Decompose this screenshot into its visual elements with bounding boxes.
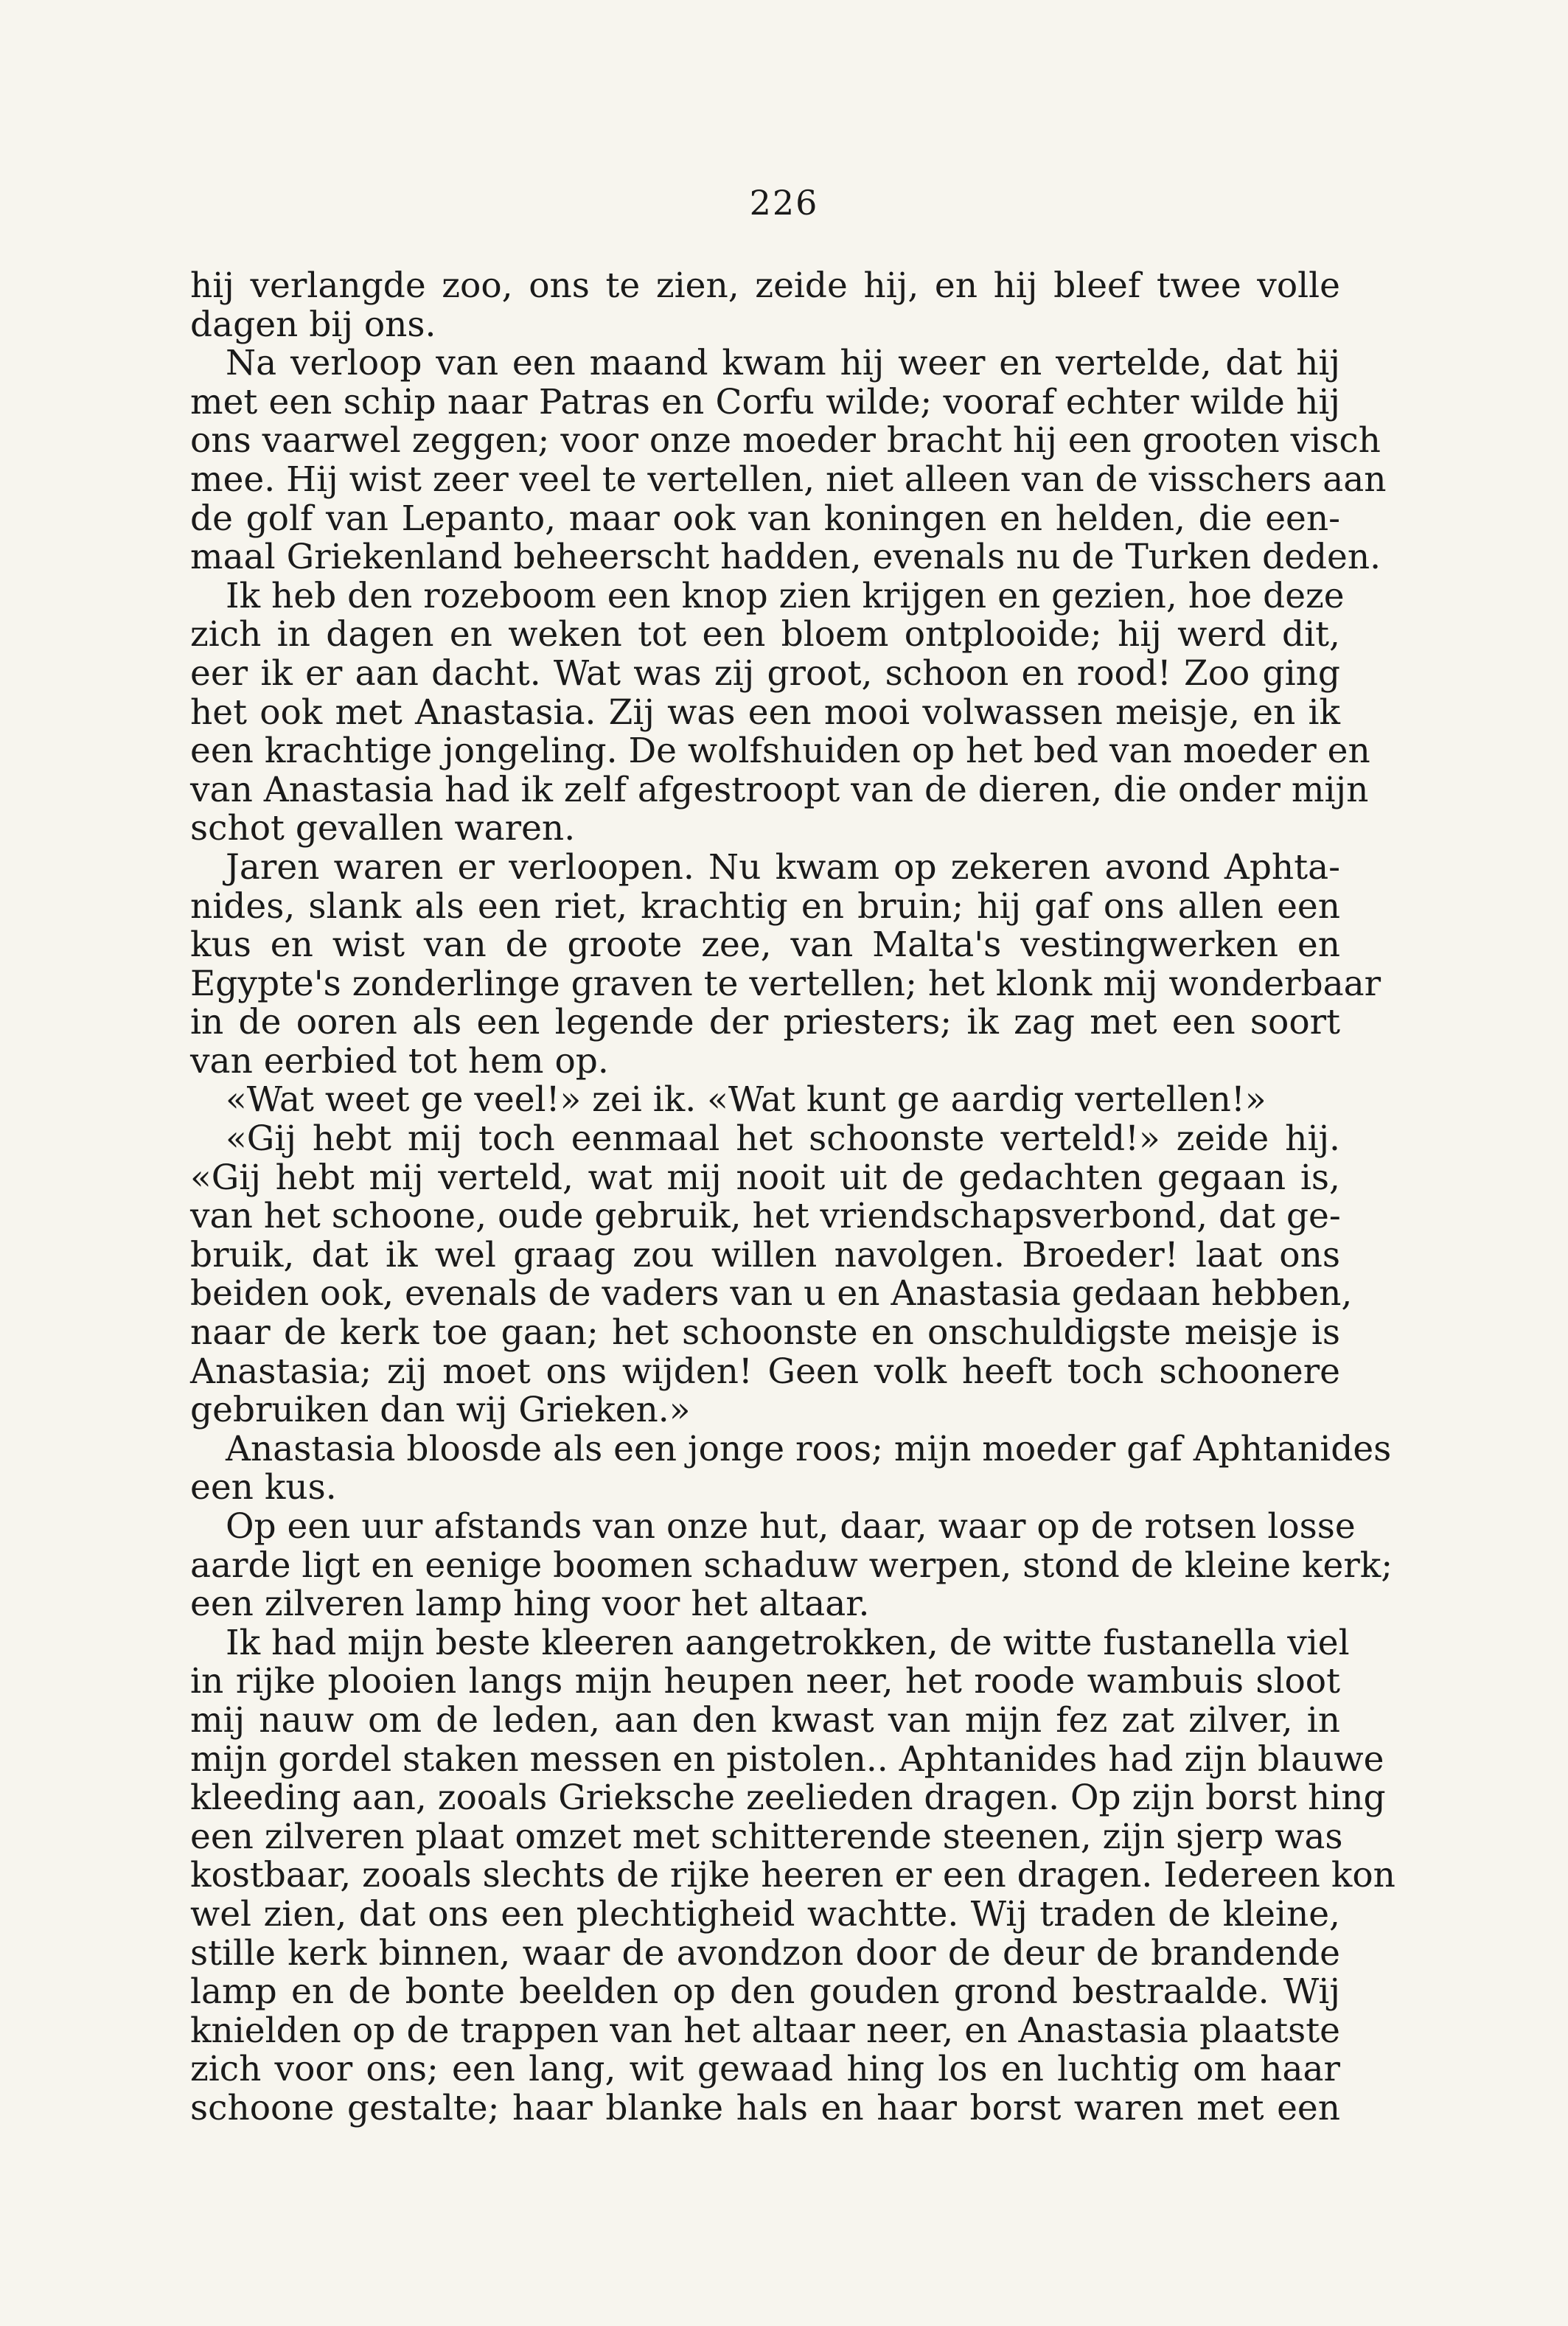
text-line: bruik, dat ik wel graag zou willen navolgen. Broeder! laat ons <box>190 1234 1340 1275</box>
text-line: van het schoone, oude gebruik, het vriendschapsverbond, dat ge- <box>190 1196 1341 1237</box>
text-line: zich voor ons; een lang, wit gewaad hing los en luchtig om haar <box>190 2049 1340 2090</box>
text-line: Na verloop van een maand kwam hij weer en vertelde, dat hij <box>226 343 1340 384</box>
text-line: Ik heb den rozeboom een knop zien krijgen en gezien, hoe deze <box>226 575 1345 616</box>
text-line: Egypte's zonderlinge graven te vertellen; het klonk mij wonderbaar <box>190 963 1381 1004</box>
text-line: Anastasia; zij moet ons wijden! Geen volk heeft toch schoonere <box>190 1351 1340 1392</box>
text-line: wel zien, dat ons een plechtigheid wachtte. Wij traden de kleine, <box>190 1893 1340 1935</box>
text-line: mijn gordel staken messen en pistolen.. Aphtanides had zijn blauwe <box>190 1738 1384 1780</box>
text-line: «Gij hebt mij verteld, wat mij nooit uit de gedachten gegaan is, <box>190 1157 1340 1198</box>
text-line: een kus. <box>190 1467 337 1508</box>
text-line: lamp en de bonte beelden op den gouden grond bestraalde. Wij <box>190 1971 1340 2013</box>
text-line: een zilveren lamp hing voor het altaar. <box>190 1584 870 1625</box>
text-line: van Anastasia had ik zelf afgestroopt van de dieren, die onder mijn <box>190 769 1369 810</box>
text-line: van eerbied tot hem op. <box>190 1040 609 1082</box>
text-line: het ook met Anastasia. Zij was een mooi volwassen meisje, en ik <box>190 692 1340 733</box>
text-line: naar de kerk toe gaan; het schoonste en onschuldigste meisje is <box>190 1312 1340 1354</box>
text-line: de golf van Lepanto, maar ook van koningen en helden, die een- <box>190 498 1340 539</box>
text-line: stille kerk binnen, waar de avondzon door de deur de brandende <box>190 1932 1340 1974</box>
text-line: ons vaarwel zeggen; voor onze moeder bracht hij een grooten visch <box>190 420 1381 462</box>
text-line: aarde ligt en eenige boomen schaduw werpen, stond de kleine kerk; <box>190 1545 1393 1586</box>
text-line: kus en wist van de groote zee, van Malta's vestingwerken en <box>190 925 1340 966</box>
text-line: in de ooren als een legende der priesters; ik zag met een soort <box>190 1002 1340 1043</box>
text-line: mij nauw om de leden, aan den kwast van mijn fez zat zilver, in <box>190 1699 1340 1741</box>
text-line: Anastasia bloosde als een jonge roos; mijn moeder gaf Aphtanides <box>226 1428 1392 1469</box>
text-line: dagen bij ons. <box>190 304 436 345</box>
text-line: mee. Hij wist zeer veel te vertellen, niet alleen van de visschers aan <box>190 459 1387 500</box>
text-line: schot gevallen waren. <box>190 808 576 849</box>
text-line: gebruiken dan wij Grieken.» <box>190 1390 691 1431</box>
text-line: «Gij hebt mij toch eenmaal het schoonste verteld!» zeide hij. <box>226 1118 1340 1160</box>
text-line: een krachtige jongeling. De wolfshuiden op het bed van moeder en <box>190 731 1370 772</box>
text-line: kleeding aan, zooals Grieksche zeelieden dragen. Op zijn borst hing <box>190 1777 1386 1819</box>
text-line: knielden op de trappen van het altaar neer, en Anastasia plaatste <box>190 2010 1340 2051</box>
text-line: Jaren waren er verloopen. Nu kwam op zekeren avond Aphta- <box>226 846 1340 888</box>
text-line: in rijke plooien langs mijn heupen neer, het roode wambuis sloot <box>190 1661 1340 1702</box>
text-line: Op een uur afstands van onze hut, daar, waar op de rotsen losse <box>226 1506 1356 1547</box>
body-text <box>190 265 1395 2128</box>
text-line: «Wat weet ge veel!» zei ik. «Wat kunt ge aardig vertellen!» <box>226 1079 1266 1121</box>
text-line: met een schip naar Patras en Corfu wilde; vooraf echter wilde hij <box>190 381 1340 422</box>
text-line: een zilveren plaat omzet met schitterende steenen, zijn sjerp was <box>190 1816 1343 1857</box>
text-line: kostbaar, zooals slechts de rijke heeren er een dragen. Iedereen kon <box>190 1855 1395 1896</box>
text-line: eer ik er aan dacht. Wat was zij groot, schoon en rood! Zoo ging <box>190 652 1340 694</box>
text-line: maal Griekenland beheerscht hadden, evenals nu de Turken deden. <box>190 537 1381 578</box>
text-line: hij verlangde zoo, ons te zien, zeide hij, en hij bleef twee volle <box>190 265 1340 306</box>
text-line: beiden ook, evenals de vaders van u en Anastasia gedaan hebben, <box>190 1273 1353 1315</box>
page-number: 226 <box>749 183 819 223</box>
text-line: zich in dagen en weken tot een bloem ontplooide; hij werd dit, <box>190 614 1340 655</box>
text-line: schoone gestalte; haar blanke hals en haar borst waren met een <box>190 2087 1340 2128</box>
text-line: nides, slank als een riet, krachtig en bruin; hij gaf ons allen een <box>190 885 1340 927</box>
text-line: Ik had mijn beste kleeren aangetrokken, de witte fustanella viel <box>226 1622 1350 1663</box>
